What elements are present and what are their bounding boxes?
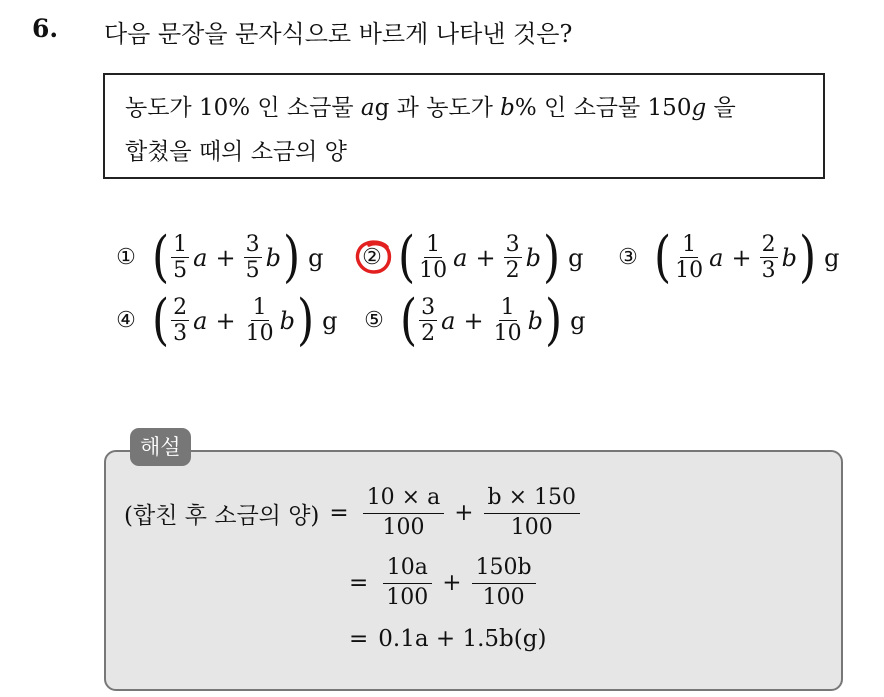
- var-b: b: [525, 243, 541, 272]
- fraction: [492, 295, 524, 347]
- choice-3[interactable]: [616, 225, 840, 290]
- numerator: 10 × a: [363, 484, 445, 514]
- fraction: [419, 295, 437, 347]
- denominator: 100: [510, 514, 553, 540]
- solution-line-2: [349, 554, 540, 612]
- denominator: 100: [382, 514, 425, 540]
- fraction: [171, 232, 189, 284]
- plus-sign: +: [215, 306, 236, 335]
- denominator: 5: [245, 258, 260, 284]
- fraction: [472, 554, 536, 612]
- var-b: b: [279, 306, 295, 335]
- right-paren: ): [282, 225, 301, 290]
- choice-mark: ②: [362, 245, 382, 271]
- solution-result: 0.1a + 1.5b(g): [378, 626, 547, 652]
- solution-line-1: [124, 484, 584, 542]
- statement-text: % 인 소금물 150: [514, 95, 692, 121]
- left-paren: (: [400, 288, 418, 353]
- numerator: 3: [245, 232, 260, 257]
- fraction: [504, 232, 522, 284]
- choice-mark: ③: [618, 245, 638, 271]
- fraction: [363, 484, 445, 542]
- numerator: 10a: [383, 554, 432, 584]
- numerator: 2: [761, 232, 776, 257]
- choice-mark: ⑤: [364, 308, 384, 334]
- numerator: 1: [682, 232, 697, 257]
- solution-line-3: [349, 626, 546, 652]
- denominator: 2: [421, 321, 436, 347]
- equals-sign: =: [329, 500, 349, 527]
- question-prompt: 다음 문장을 문자식으로 바르게 나타낸 것은?: [104, 20, 573, 48]
- choice-mark: ④: [116, 308, 136, 334]
- denominator: 10: [493, 321, 522, 347]
- statement-line-1: [125, 89, 736, 122]
- denominator: 10: [419, 258, 448, 284]
- answer-circle-mark: [354, 238, 394, 276]
- denominator: 100: [386, 584, 429, 610]
- var-a: a: [709, 243, 724, 272]
- var-g: g: [691, 95, 707, 121]
- choice-1[interactable]: [114, 225, 324, 290]
- plus-sign: +: [463, 306, 484, 335]
- plus-sign: +: [731, 243, 752, 272]
- unit: g: [824, 243, 840, 272]
- denominator: 3: [173, 321, 188, 347]
- fraction: [417, 232, 449, 284]
- numerator: 3: [421, 295, 436, 320]
- equals-sign: =: [349, 626, 369, 652]
- choice-4[interactable]: [114, 288, 338, 353]
- var-b: b: [500, 95, 515, 121]
- fraction: [760, 232, 778, 284]
- numerator: 1: [252, 295, 267, 320]
- numerator: 1: [500, 295, 515, 320]
- choice-5[interactable]: [362, 288, 586, 353]
- right-paren: ): [542, 225, 561, 290]
- right-paren: ): [798, 225, 817, 290]
- denominator: 10: [245, 321, 274, 347]
- var-b: b: [265, 243, 281, 272]
- denominator: 3: [761, 258, 776, 284]
- unit: g: [308, 243, 324, 272]
- var-a: a: [360, 95, 375, 121]
- statement-line-2: 합쳤을 때의 소금의 양: [125, 139, 347, 165]
- unit: g: [322, 306, 338, 335]
- var-b: b: [781, 243, 797, 272]
- solution-lhs: (합친 후 소금의 양): [124, 502, 320, 529]
- fraction: [673, 232, 705, 284]
- denominator: 2: [505, 258, 520, 284]
- numerator: 2: [173, 295, 188, 320]
- fraction: [484, 484, 581, 542]
- left-paren: (: [152, 225, 170, 290]
- choice-mark: ①: [116, 245, 136, 271]
- question-number: 6.: [32, 14, 59, 43]
- numerator: 150b: [472, 554, 536, 584]
- plus-sign: +: [442, 570, 462, 597]
- statement-text: 을: [706, 95, 736, 121]
- plus-sign: +: [454, 500, 474, 527]
- equals-sign: =: [349, 570, 369, 597]
- statement-text: 농도가 10% 인 소금물: [125, 95, 361, 121]
- var-a: a: [193, 306, 208, 335]
- unit: g: [568, 243, 584, 272]
- numerator: 3: [505, 232, 520, 257]
- numerator: 1: [173, 232, 188, 257]
- right-paren: ): [544, 288, 563, 353]
- var-a: a: [193, 243, 208, 272]
- var-a: a: [441, 306, 456, 335]
- var-a: a: [453, 243, 468, 272]
- denominator: 5: [173, 258, 188, 284]
- solution-tag: 해설: [130, 428, 191, 466]
- fraction: [244, 295, 276, 347]
- left-paren: (: [398, 225, 416, 290]
- numerator: 1: [426, 232, 441, 257]
- left-paren: (: [152, 288, 170, 353]
- numerator: b × 150: [484, 484, 581, 514]
- left-paren: (: [654, 225, 672, 290]
- statement-text: g 과 농도가: [374, 95, 501, 121]
- denominator: 100: [482, 584, 525, 610]
- plus-sign: +: [215, 243, 236, 272]
- unit: g: [570, 306, 586, 335]
- plus-sign: +: [475, 243, 496, 272]
- fraction: [382, 554, 432, 612]
- right-paren: ): [296, 288, 315, 353]
- fraction: [244, 232, 262, 284]
- var-b: b: [527, 306, 543, 335]
- denominator: 10: [675, 258, 704, 284]
- fraction: [171, 295, 189, 347]
- statement-box: [103, 73, 825, 179]
